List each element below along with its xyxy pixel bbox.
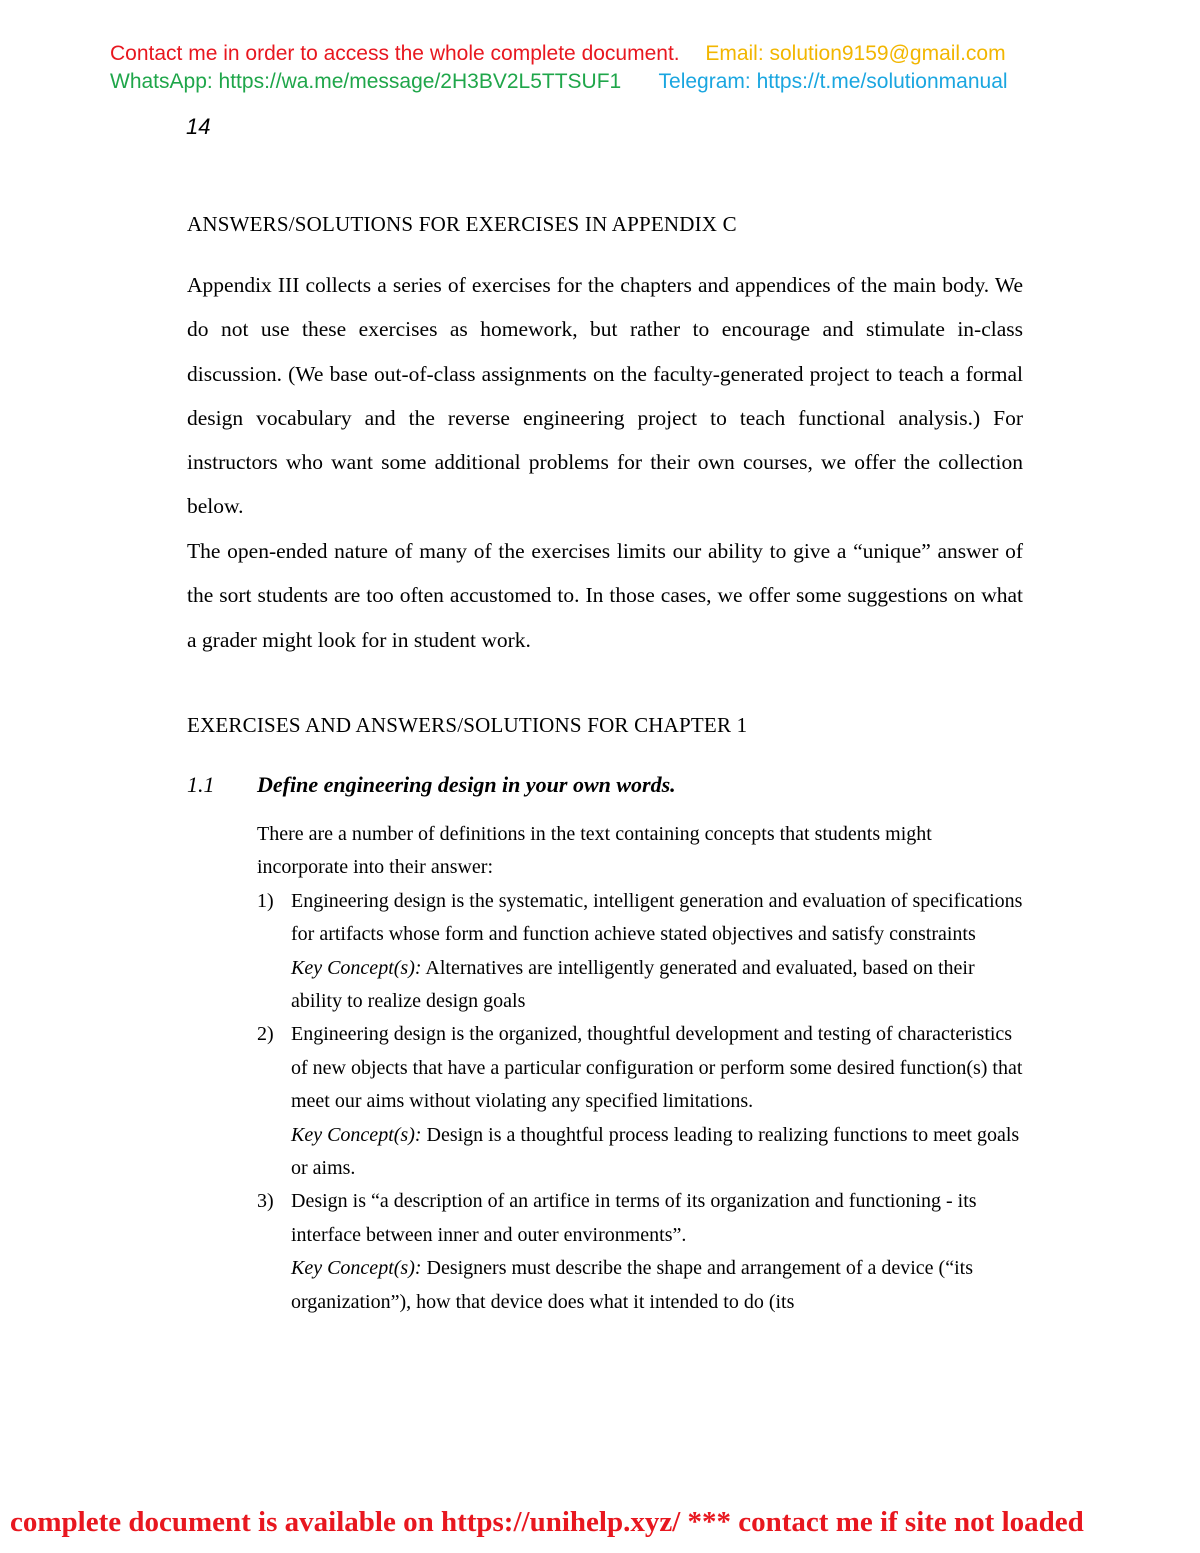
page-number: 14 [186,114,211,139]
email-link[interactable]: Email: solution9159@gmail.com [705,42,1006,65]
definition-list [257,885,1027,1319]
key-concept-text: Designers must describe the shape and arrangement of a device (“its organization”), how that device does what it intended to do (its [291,1257,973,1313]
list-item-number: 1) [257,889,274,912]
intro-paragraph: Appendix III collects a series of exercises for the chapters and appendices of the main body. We do not use these exercises as homework, but rather to encourage and stimulate in-class discussion. (We base out-of-class assignments on the faculty-generated project to teach a formal design vocabulary and the reverse engineering project to teach functional analysis.) For instructors who want some additional problems for their own courses, we offer the collection below. [187,273,1023,519]
key-concept-label: Key Concept(s): [291,956,422,979]
list-item [257,1018,1027,1185]
key-concept-label: Key Concept(s): [291,1257,422,1280]
section-heading-chapter-1: EXERCISES AND ANSWERS/SOLUTIONS FOR CHAPTER 1 [187,713,748,737]
open-ended-paragraph: The open-ended nature of many of the exercises limits our ability to give a “unique” answer of the sort students are too often accustomed to. In those cases, we offer some suggestions on what a grader might look for in student work. [187,539,1023,652]
footer-notice[interactable]: complete document is available on https://unihelp.xyz/ *** contact me if site not loaded [10,1506,1084,1538]
definition-text: Engineering design is the organized, thoughtful development and testing of characteristics of new objects that have a particular configuration or perform some desired function(s) that meet our aims without violating any specified limitations. [291,1023,1023,1113]
definition-text: Engineering design is the systematic, intelligent generation and evaluation of specifications for artifacts whose form and function achieve stated objectives and satisfy constraints [291,889,1023,946]
question-number: 1.1 [187,772,215,797]
list-item-number: 3) [257,1190,274,1213]
contact-banner-line2 [110,68,1008,96]
answer-intro: There are a number of definitions in the text containing concepts that students might incorporate into their answer: [257,823,932,879]
definition-text: Design is “a description of an artifice in terms of its organization and functioning - its interface between inner and outer environments”. [291,1190,977,1246]
question-text: Define engineering design in your own words. [257,772,676,797]
whatsapp-link[interactable]: WhatsApp: https://wa.me/message/2H3BV2L5TTSUF1 [110,70,622,93]
list-item [257,1185,1027,1319]
section-heading-appendix-c: ANSWERS/SOLUTIONS FOR EXERCISES IN APPENDIX C [187,212,737,236]
key-concept-label: Key Concept(s): [291,1123,422,1146]
key-concept-text: Alternatives are intelligently generated and evaluated, based on their ability to realize design goals [291,956,975,1013]
contact-banner-line1 [110,40,1006,68]
list-item [257,885,1027,1019]
telegram-link[interactable]: Telegram: https://t.me/solutionmanual [658,70,1008,93]
key-concept-text: Design is a thoughtful process leading to realizing functions to meet goals or aims. [291,1123,1020,1180]
contact-notice: Contact me in order to access the whole complete document. [110,42,680,65]
list-item-number: 2) [257,1023,274,1046]
answer-block [257,818,1027,1319]
